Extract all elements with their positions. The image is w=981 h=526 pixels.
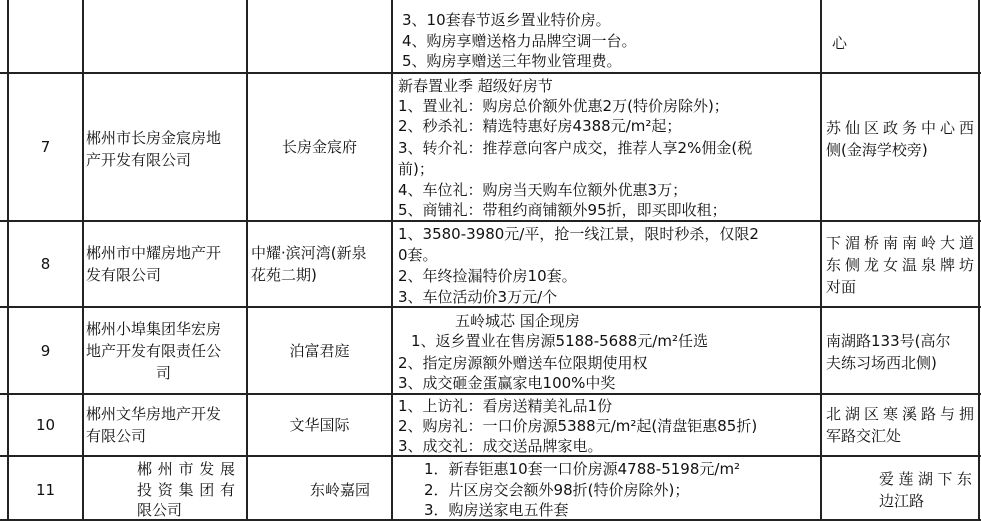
developer-line: 郴州市发展 (137, 460, 235, 478)
table-rule (0, 220, 981, 222)
address-line: 下湄桥南南岭大道 (826, 234, 974, 252)
address-line: 夫练习场西北侧) (826, 354, 937, 372)
table-rule (0, 306, 981, 308)
table-rule (391, 0, 393, 521)
row-number: 7 (40, 138, 51, 156)
offer-line: 2、秒杀礼：精选特惠好房4388元/m²起； (398, 117, 682, 135)
row-number: 9 (40, 342, 51, 360)
developer-line: 郴州市长房金宸房地 (86, 129, 222, 147)
address-line: 南湖路133号(高尔 (826, 332, 951, 350)
offer-line: 0套。 (398, 246, 438, 264)
table-rule (978, 0, 980, 521)
offer-line: 4、购房享赠送格力品牌空调一台。 (402, 32, 637, 50)
offer-line: 1．新春钜惠10套一口价房源4788-5198元/m² (424, 460, 741, 478)
offer-line: 1、置业礼：购房总价额外优惠2万(特价房除外)； (398, 97, 729, 115)
developer-line: 限公司 (137, 501, 183, 519)
offer-line: 五岭城芯 国企现房 (455, 312, 580, 330)
developer-line: 投资集团有 (137, 481, 235, 499)
developer-line: 郴州市中耀房地产开 (86, 244, 222, 262)
offer-line: 3．购房送家电五件套 (424, 501, 569, 519)
offer-line: 5、商铺礼：带租约商铺额外95折，即买即收租； (398, 201, 727, 219)
address-line: 军路交汇处 (826, 427, 902, 445)
table-rule (0, 72, 981, 74)
developer-line: 有限公司 (86, 427, 147, 445)
table-rule (0, 393, 981, 395)
developer-line: 郴州小埠集团华宏房 (86, 320, 222, 338)
offer-line: 3、车位活动价3万元/个 (398, 288, 558, 306)
offer-line: 2、指定房源额外赠送车位限期使用权 (398, 354, 648, 372)
offer-line: 2、购房礼：一口价房源5388元/m²起(清盘钜惠85折) (398, 417, 758, 435)
offer-line: 1、3580-3980元/平，抢一线江景，限时秒杀，仅限2 (398, 225, 759, 243)
project-name: 泊富君庭 (289, 342, 350, 360)
developer-line: 郴州文华房地产开发 (86, 405, 222, 423)
offer-line: 2、年终捡漏特价房10套。 (398, 267, 577, 285)
project-name: 中耀·滨河湾(新泉 (251, 244, 367, 262)
project-name: 文华国际 (289, 416, 350, 434)
offer-line: 1、返乡置业在售房源5188-5688元/m²任选 (411, 332, 708, 350)
offer-line: 前)； (398, 160, 434, 178)
table-rule (0, 455, 981, 457)
address-line: 爱莲湖下东 (879, 470, 972, 488)
address-line: 心 (832, 34, 848, 52)
table-rule (820, 0, 822, 521)
table-rule (246, 0, 248, 521)
offer-line: 3、成交礼：成交送品牌家电。 (398, 437, 603, 455)
offer-line: 1、上访礼：看房送精美礼品1份 (398, 397, 613, 415)
address-line: 北湖区寒溪路与拥 (826, 405, 974, 423)
offer-line: 4、车位礼：购房当天购车位额外优惠3万； (398, 181, 688, 199)
address-line: 东侧龙女温泉牌坊 (826, 256, 974, 274)
address-line: 边江路 (879, 492, 925, 510)
row-number: 11 (35, 481, 56, 499)
row-number: 10 (35, 416, 56, 434)
offer-line: 5、购房享赠送三年物业管理费。 (402, 52, 622, 70)
offer-line: 2．片区房交会额外98折(特价房除外)； (424, 481, 690, 499)
developer-line: 发有限公司 (86, 266, 162, 284)
offer-line: 3、转介礼：推荐意向客户成交，推荐人享2%佣金(税 (398, 139, 753, 157)
offer-line: 3、成交砸金蛋赢家电100%中奖 (398, 374, 616, 392)
project-name: 长房金宸府 (281, 138, 357, 156)
developer-line: 产开发有限公司 (86, 151, 192, 169)
project-name: 东岭嘉园 (310, 481, 371, 499)
project-name: 花苑二期) (251, 266, 317, 284)
row-number: 8 (40, 255, 51, 273)
developer-line: 司 (156, 364, 172, 382)
table-rule (0, 519, 981, 521)
address-line: 对面 (826, 278, 857, 296)
address-line: 侧(金海学校旁) (826, 141, 928, 159)
offer-line: 3、10套春节返乡置业特价房。 (402, 11, 611, 29)
developer-line: 地产开发有限责任公 (86, 342, 222, 360)
offer-line: 新春置业季 超级好房节 (398, 77, 553, 95)
address-line: 苏仙区政务中心西 (826, 119, 974, 137)
